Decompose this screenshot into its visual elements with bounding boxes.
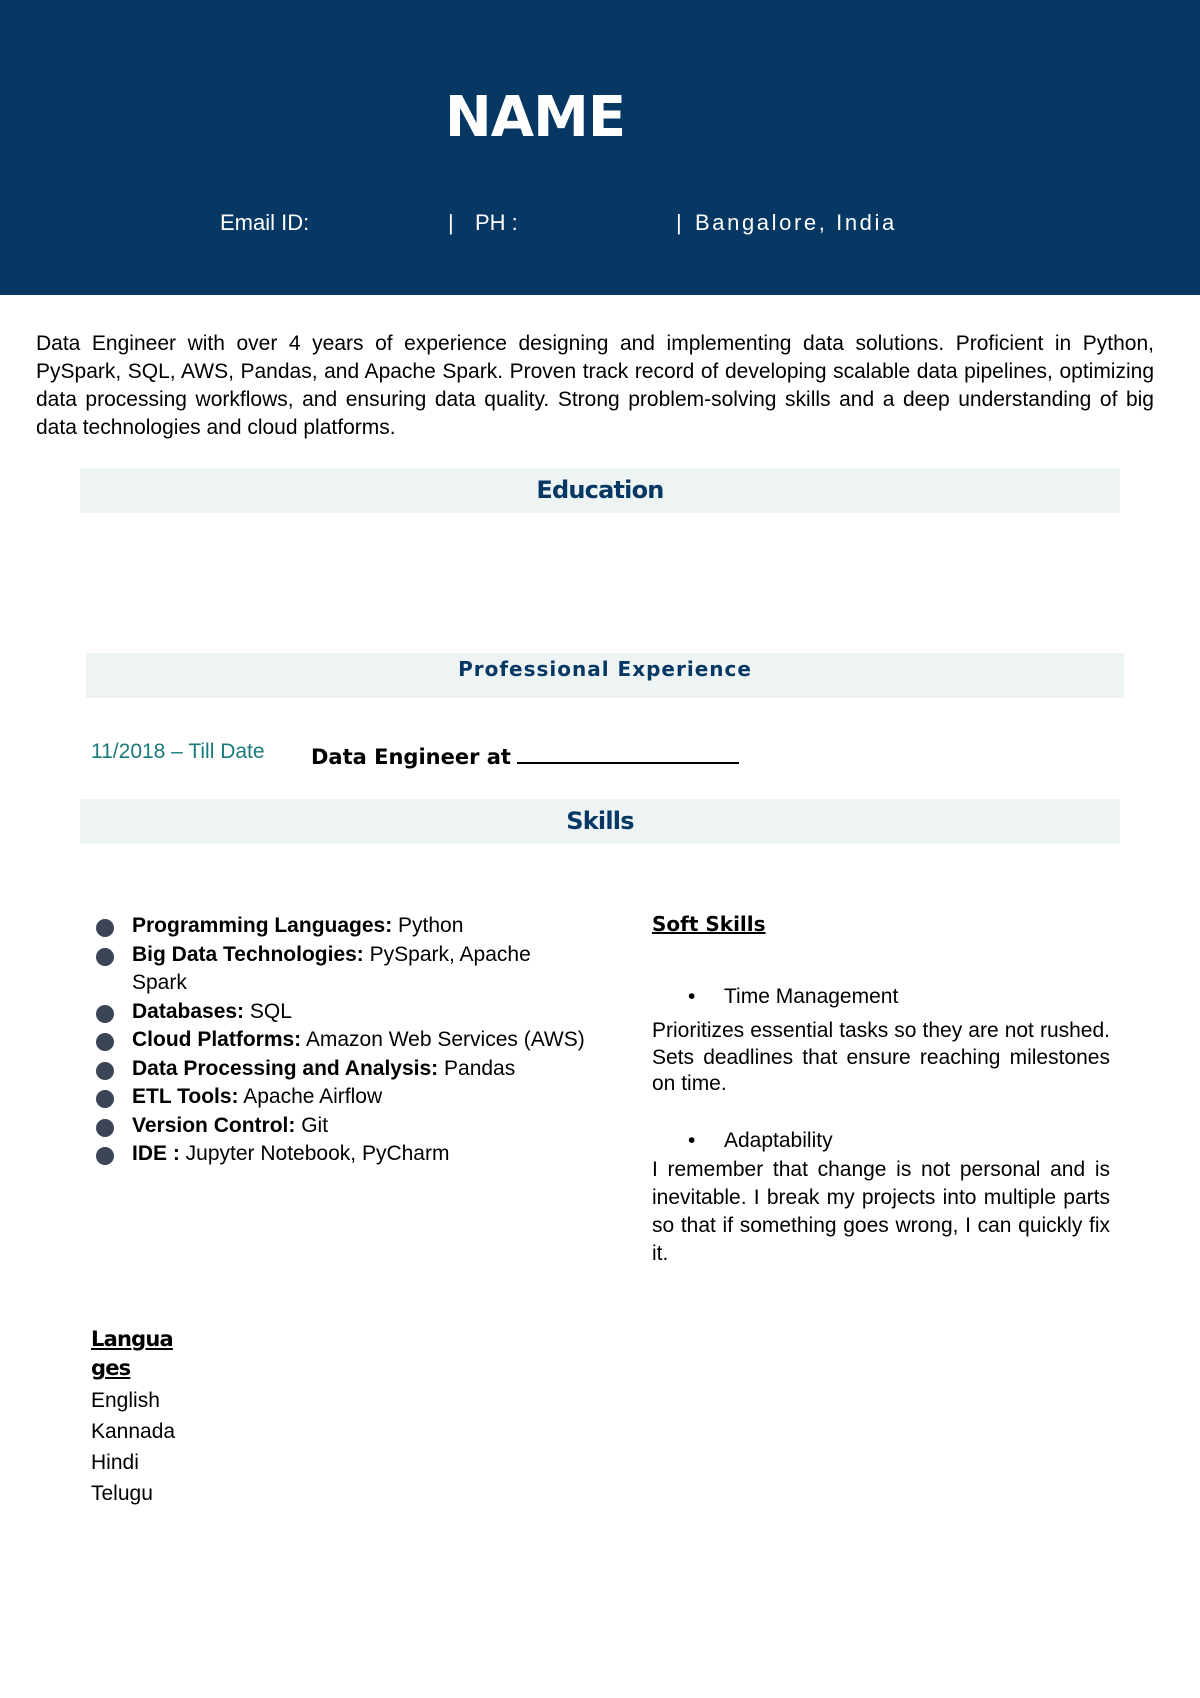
skill-value: PySpark, Apache Spark (132, 942, 531, 994)
skill-value: Jupyter Notebook, PyCharm (179, 1142, 450, 1165)
soft-skills-heading: Soft Skills (652, 912, 766, 936)
language-item: Hindi (91, 1451, 139, 1474)
skill-item (96, 912, 586, 941)
contact-separator: | (676, 210, 682, 235)
soft-skill-description: Prioritizes essential tasks so they are not rushed. Sets deadlines that ensure reaching milestones on time. (652, 1019, 1110, 1095)
skill-name: Big Data Technologies: (132, 942, 364, 966)
skill-item (96, 998, 586, 1027)
location-text: Bangalore, India (695, 210, 897, 235)
bullet-dot-icon (96, 1005, 114, 1023)
skill-item (96, 1112, 586, 1141)
section-heading-education: Education (80, 468, 1120, 513)
skill-value: Apache Airflow (238, 1085, 383, 1108)
contact-separator: | (448, 210, 454, 235)
skill-item (96, 1026, 586, 1055)
bullet-icon: • (688, 985, 696, 1008)
bullet-dot-icon (96, 1147, 114, 1165)
soft-skill-label: Time Management (724, 985, 899, 1008)
skill-name: Cloud Platforms: (132, 1028, 302, 1051)
experience-role (311, 740, 739, 769)
section-heading-experience: Professional Experience (86, 653, 1124, 698)
skill-value: Pandas (438, 1056, 516, 1080)
email-label: Email ID: (220, 210, 310, 235)
phone-label: PH : (475, 210, 518, 235)
bullet-dot-icon (96, 1090, 114, 1108)
language-item: Kannada (91, 1420, 176, 1443)
bullet-dot-icon (96, 1062, 114, 1080)
soft-skill-label: Adaptability (724, 1129, 833, 1152)
section-heading-skills: Skills (80, 799, 1120, 844)
experience-date: 11/2018 – Till Date (91, 740, 265, 763)
skill-name: Version Control: (132, 1113, 296, 1137)
candidate-name: NAME (444, 85, 626, 150)
bullet-dot-icon (96, 1033, 114, 1051)
skill-item (96, 1083, 586, 1112)
skill-name: Data Processing and Analysis: (132, 1056, 439, 1080)
skill-name: IDE : (132, 1142, 180, 1165)
skill-item (96, 941, 586, 998)
language-item: English (91, 1389, 160, 1412)
resume-header (0, 0, 1200, 295)
professional-summary: Data Engineer with over 4 years of experience designing and implementing data solutions. Proficient in Python, PySpark, SQL, AWS, Pandas, and Apache Spark. Proven track record of developing scalable data pipelines, optimizing data processing workflows, and ensuring data quality. Strong problem-solving skills and a deep understanding of big data technologies and cloud platforms. (36, 332, 1154, 439)
skill-name: Programming Languages: (132, 914, 393, 937)
bullet-dot-icon (96, 1119, 114, 1137)
skill-value: Git (295, 1113, 329, 1137)
bullet-icon: • (688, 1129, 696, 1152)
skill-item (96, 1140, 586, 1169)
experience-role-text: Data Engineer at (311, 745, 511, 769)
skill-name: Databases: (132, 999, 245, 1023)
language-item: Telugu (91, 1482, 153, 1505)
technical-skills-list (96, 912, 586, 1169)
skill-value: SQL (244, 999, 292, 1023)
skill-name: ETL Tools: (132, 1085, 239, 1108)
bullet-dot-icon (96, 919, 114, 937)
skill-value: Amazon Web Services (AWS) (301, 1028, 585, 1051)
languages-heading: Languages (91, 1327, 173, 1380)
bullet-dot-icon (96, 948, 114, 966)
skill-item (96, 1055, 586, 1084)
skill-value: Python (392, 914, 464, 937)
languages-list (91, 1385, 175, 1509)
company-blank-line (517, 740, 739, 764)
soft-skill-description: I remember that change is not personal and is inevitable. I break my projects into multiple parts so that if something goes wrong, I can quickly fix it. (652, 1158, 1110, 1265)
